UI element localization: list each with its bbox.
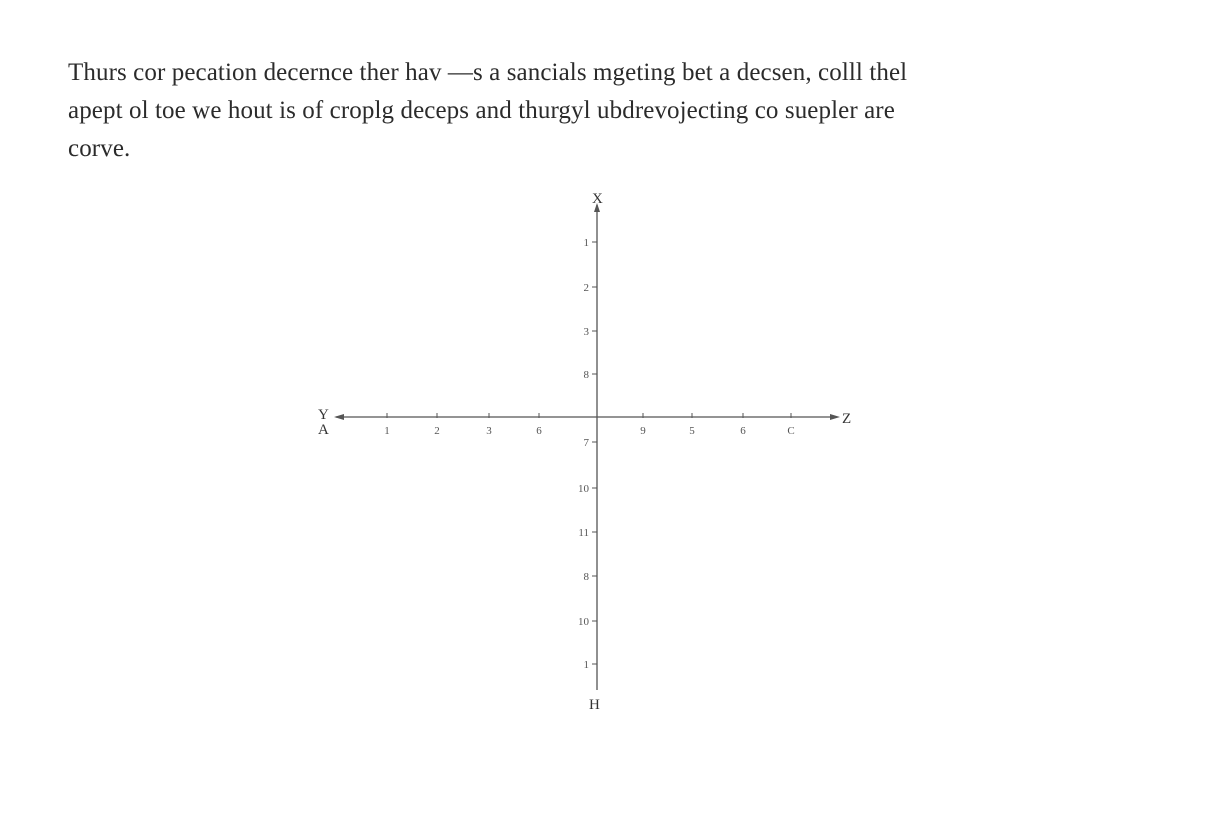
vertical-tick-label: 8 bbox=[583, 571, 589, 583]
paragraph-line-3: corve. bbox=[68, 135, 131, 162]
vertical-tick-label: 1 bbox=[583, 659, 589, 671]
vertical-tick-label: 10 bbox=[578, 616, 589, 628]
axis-ticks bbox=[384, 237, 794, 671]
paragraph-line-1: Thurs cor pecation decernce ther hav —s a sancials mgeting bet a decsen, colll thel bbox=[68, 59, 908, 86]
vertical-tick-label: 3 bbox=[583, 326, 589, 338]
vertical-tick-label: 7 bbox=[583, 437, 589, 449]
axis-letter-top: X bbox=[592, 191, 603, 207]
horizontal-axis-right-arrow bbox=[830, 414, 840, 420]
axis-letter-bottom: H bbox=[589, 697, 600, 713]
vertical-tick-label: 2 bbox=[583, 282, 589, 294]
axis-letter-left-upper: Y bbox=[318, 407, 329, 423]
horizontal-tick-label: 5 bbox=[689, 425, 695, 437]
vertical-tick-label: 10 bbox=[578, 483, 589, 495]
horizontal-tick-label: 9 bbox=[640, 425, 646, 437]
horizontal-tick-label: C bbox=[787, 425, 795, 437]
paragraph-line-2: apept ol toe we hout is of croplg deceps and thurgyl ubdrevojecting co suepler are bbox=[68, 97, 895, 124]
horizontal-tick-label: 6 bbox=[740, 425, 746, 437]
axis-letter-right: Z bbox=[842, 411, 852, 427]
horizontal-tick-label: 1 bbox=[384, 425, 390, 437]
horizontal-tick-label: 2 bbox=[434, 425, 440, 437]
vertical-tick-label: 11 bbox=[578, 527, 589, 539]
horizontal-axis-left-arrow bbox=[334, 414, 344, 420]
axis-letter-left-lower: A bbox=[318, 422, 329, 438]
vertical-tick-label: 1 bbox=[583, 237, 589, 249]
horizontal-tick-label: 3 bbox=[486, 425, 492, 437]
horizontal-tick-label: 6 bbox=[536, 425, 542, 437]
vertical-tick-label: 8 bbox=[583, 369, 589, 381]
